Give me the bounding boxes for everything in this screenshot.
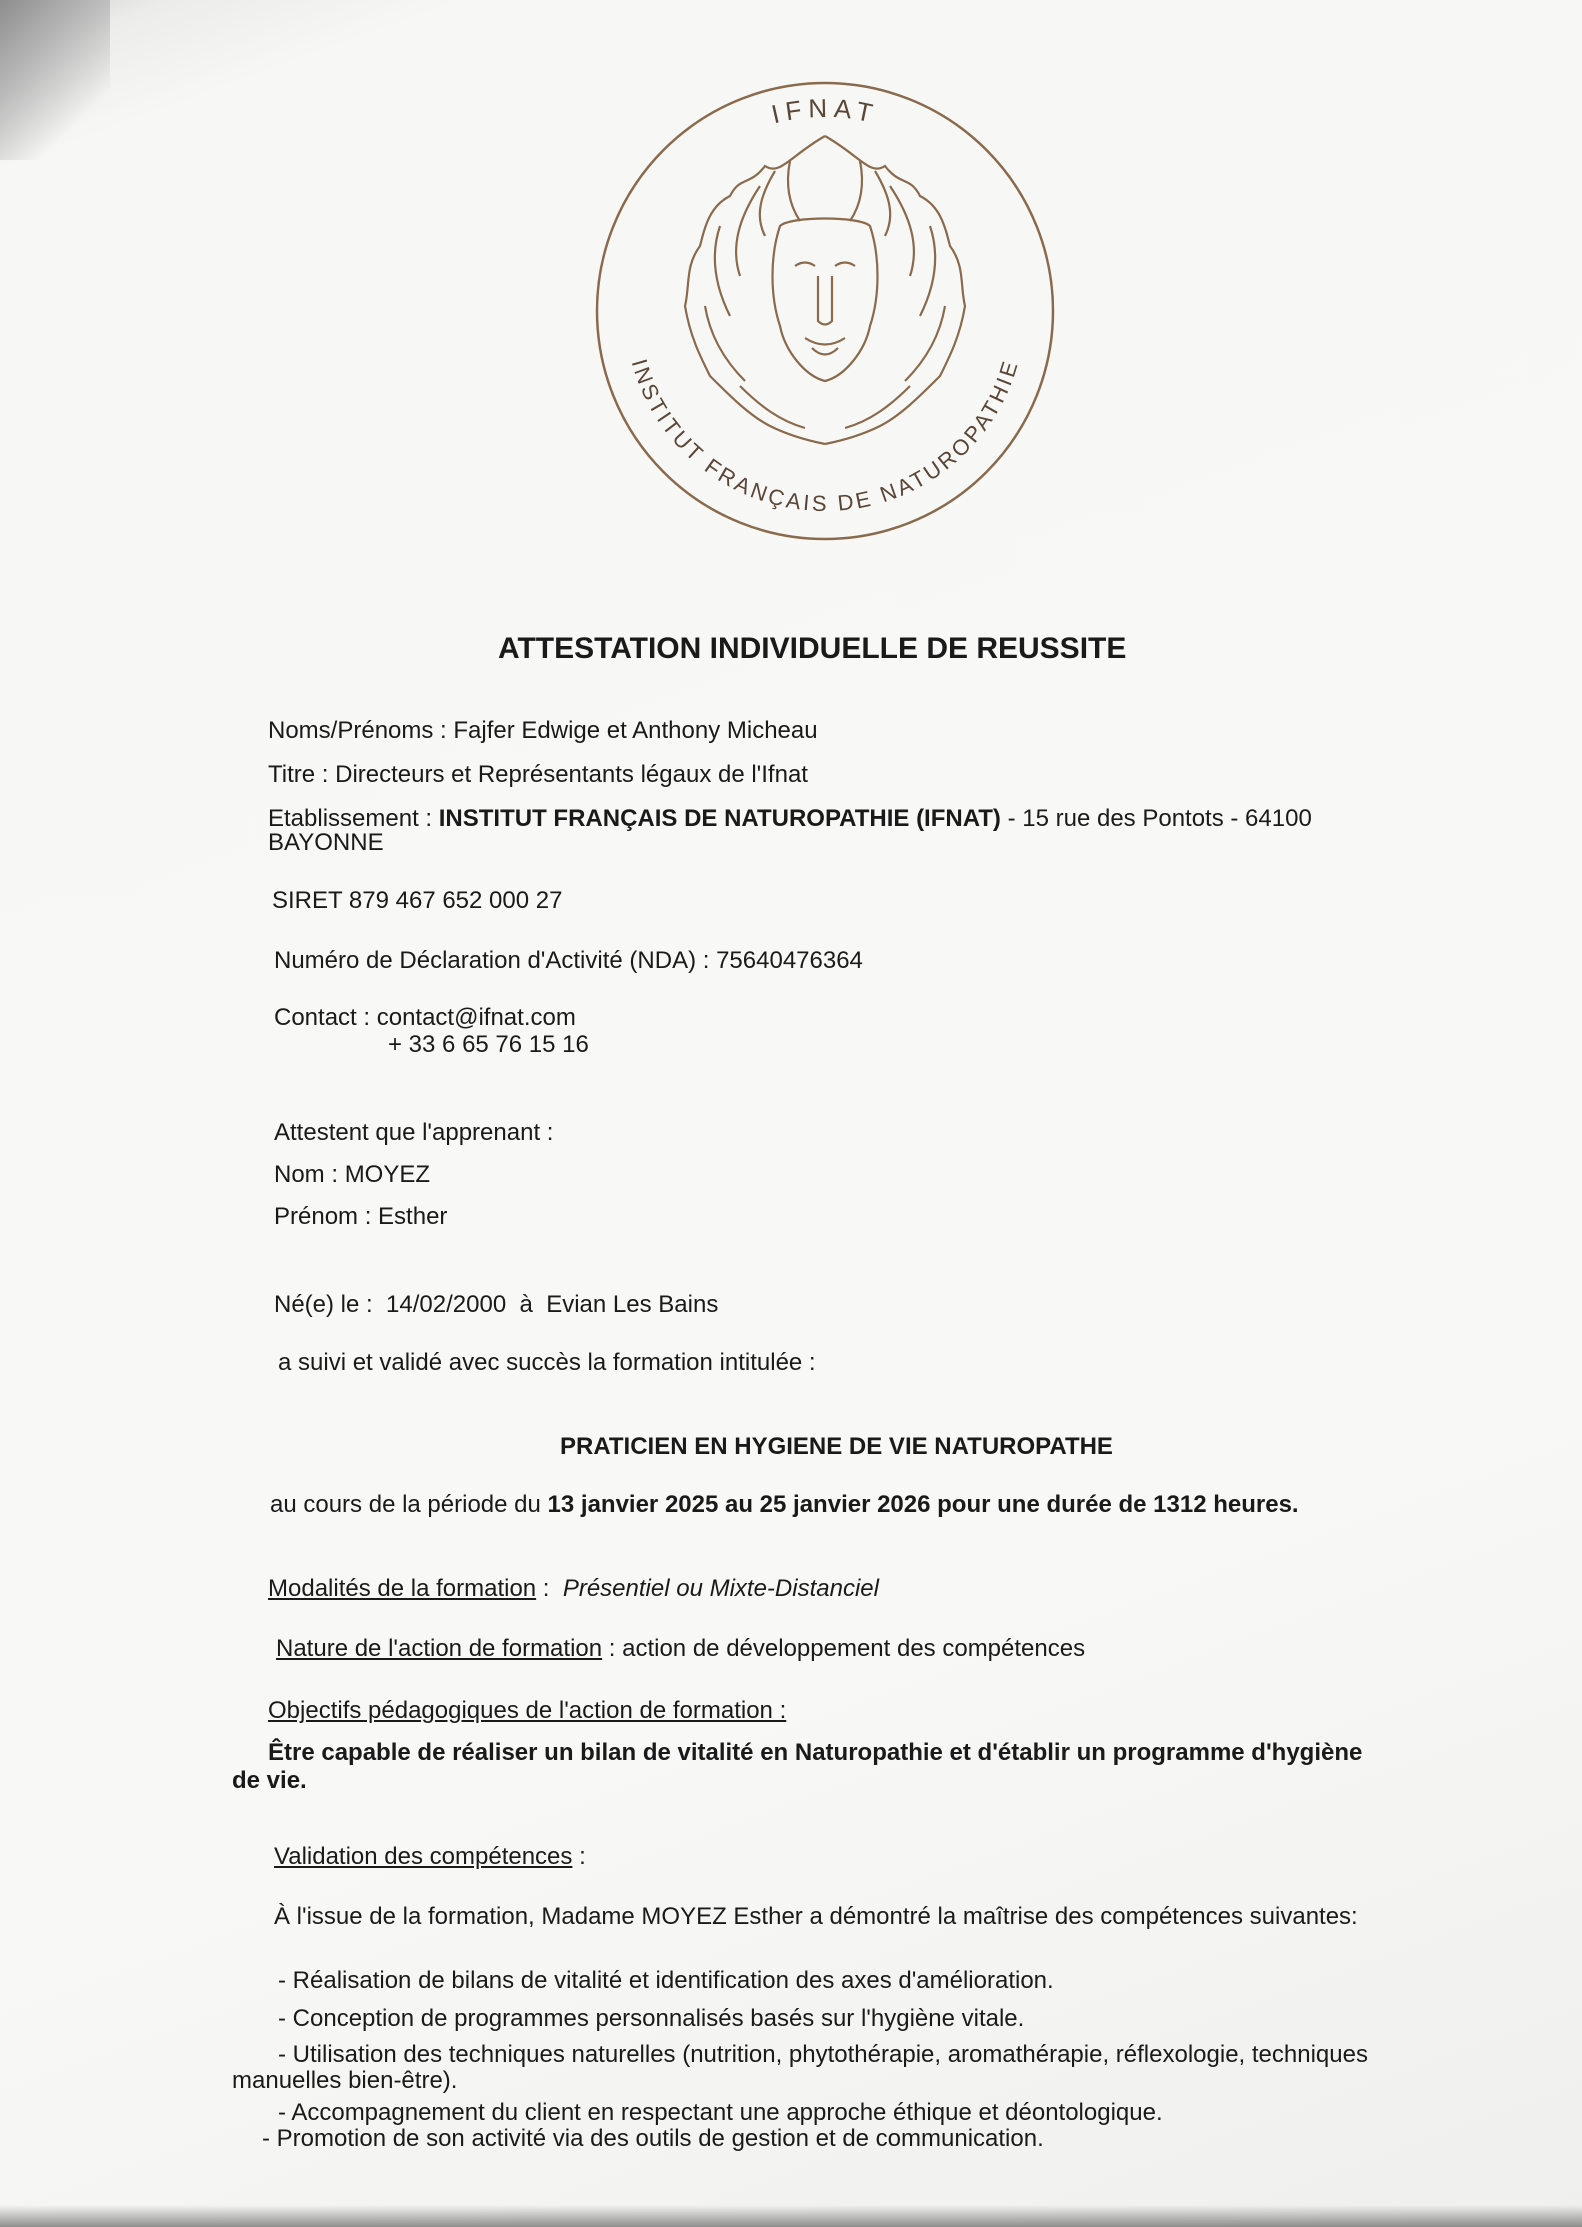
period-prefix: au cours de la période du <box>270 1491 541 1518</box>
competence-item: - Conception de programmes personnalisés basés sur l'hygiène vitale. <box>278 2005 1025 2032</box>
etablissement-line <box>268 804 1312 833</box>
formation-name: PRATICIEN EN HYGIENE DE VIE NATUROPATHE <box>560 1433 1113 1460</box>
nda-value: 75640476364 <box>716 947 863 974</box>
competence-item: - Promotion de son activité via des outils de gestion et de communication. <box>262 2125 1044 2152</box>
titre-label: Titre : <box>268 761 329 788</box>
validation-intro: À l'issue de la formation, Madame MOYEZ Esther a démontré la maîtrise des compétences suivantes: <box>274 1903 1358 1930</box>
nature-value: : action de développement des compétences <box>602 1635 1086 1662</box>
contact-line <box>274 1003 576 1032</box>
competence-item-continuation: manuelles bien-être). <box>232 2067 458 2094</box>
modalites-sep: : <box>536 1575 550 1602</box>
ifnat-lion-logo <box>590 76 1060 546</box>
nda-label: Numéro de Déclaration d'Activité (NDA) : <box>274 947 710 974</box>
learner-intro: Attestent que l'apprenant : <box>274 1119 554 1146</box>
nature-line <box>276 1634 1085 1663</box>
period-line <box>270 1490 1299 1519</box>
siret: SIRET 879 467 652 000 27 <box>272 887 563 914</box>
page-corner-shadow <box>0 0 110 160</box>
lion-face <box>773 219 878 382</box>
contact-email: contact@ifnat.com <box>376 1004 576 1031</box>
prenom-line <box>274 1202 447 1231</box>
validation-heading <box>274 1842 586 1871</box>
birth-at: à <box>519 1291 533 1318</box>
etab-name: INSTITUT FRANÇAIS DE NATUROPATHIE (IFNAT) <box>438 805 1001 832</box>
period-bold: 13 janvier 2025 au 25 janvier 2026 pour une durée de 1312 heures. <box>547 1491 1299 1518</box>
nom-line <box>274 1160 430 1189</box>
objectifs-label: Objectifs pédagogiques de l'action de formation : <box>268 1697 787 1724</box>
contact-phone: + 33 6 65 76 15 16 <box>388 1031 589 1058</box>
page-bottom-edge <box>0 2205 1582 2227</box>
etab-label: Etablissement : <box>268 805 433 832</box>
birth-label: Né(e) le : <box>274 1291 373 1318</box>
competence-item: - Réalisation de bilans de vitalité et identification des axes d'amélioration. <box>278 1967 1054 1994</box>
lion-mane <box>685 136 965 444</box>
titre-line <box>268 760 808 789</box>
noms-line <box>268 716 818 745</box>
nda-line <box>274 946 863 975</box>
birth-date: 14/02/2000 <box>386 1291 507 1318</box>
noms-value: Fajfer Edwige et Anthony Micheau <box>453 717 818 744</box>
birth-line <box>274 1290 718 1319</box>
validation-label: Validation des compétences <box>274 1843 573 1870</box>
objectifs-line-1: Être capable de réaliser un bilan de vitalité en Naturopathie et d'établir un programme d'hygiène <box>268 1739 1363 1766</box>
titre-value: Directeurs et Représentants légaux de l'Ifnat <box>335 761 808 788</box>
nom-value: MOYEZ <box>344 1161 431 1188</box>
nom-label: Nom : <box>274 1161 339 1188</box>
prenom-label: Prénom : <box>274 1203 372 1230</box>
etab-address: - 15 rue des Pontots - 64100 <box>1007 805 1312 832</box>
modalites-value: Présentiel ou Mixte-Distanciel <box>562 1575 879 1602</box>
modalites-line <box>268 1574 879 1603</box>
objectifs-line-2: de vie. <box>232 1767 307 1794</box>
competence-item: - Accompagnement du client en respectant une approche éthique et déontologique. <box>278 2099 1163 2126</box>
contact-label: Contact : <box>274 1004 371 1031</box>
birth-place: Evian Les Bains <box>546 1291 719 1318</box>
competence-item: - Utilisation des techniques naturelles (nutrition, phytothérapie, aromathérapie, réflexologie, techniques <box>278 2041 1368 2068</box>
logo-ring <box>597 83 1053 539</box>
etab-city: BAYONNE <box>268 829 384 856</box>
logo-ring-text: INSTITUT FRANÇAIS DE NATUROPATHIE <box>626 355 1024 517</box>
modalites-label: Modalités de la formation <box>268 1575 537 1602</box>
validation-label-sep: : <box>572 1843 586 1870</box>
document-title: ATTESTATION INDIVIDUELLE DE REUSSITE <box>498 632 1127 665</box>
validated-text: a suivi et validé avec succès la formation intitulée : <box>278 1349 816 1376</box>
nature-label: Nature de l'action de formation <box>276 1635 603 1662</box>
logo-top-text: IFNAT <box>768 92 881 130</box>
prenom-value: Esther <box>378 1203 448 1230</box>
noms-label: Noms/Prénoms : <box>268 717 447 744</box>
